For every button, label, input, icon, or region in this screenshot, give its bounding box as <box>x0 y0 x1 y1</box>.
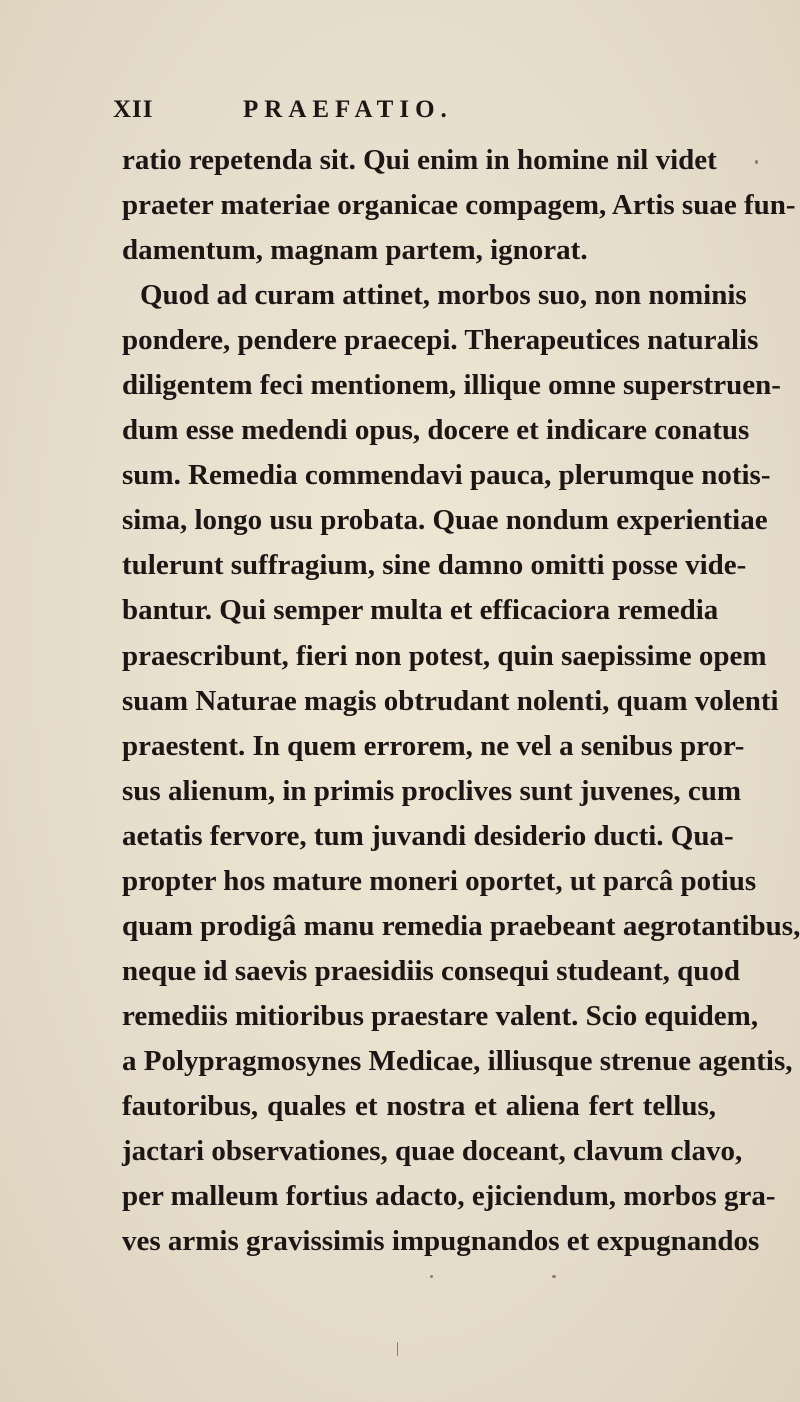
text-line: quam prodigâ manu remedia praebeant aegrotantibus, <box>122 909 800 942</box>
text-line: propter hos mature moneri oportet, ut parcâ potius <box>122 864 757 897</box>
text-line: ratio repetenda sit. Qui enim in homine nil videt <box>122 144 717 176</box>
text-line: sus alienum, in primis proclives sunt juvenes, cum <box>122 774 742 807</box>
paper-speck <box>755 160 758 164</box>
text-line: sima, longo usu probata. Quae nondum experientiae <box>122 504 768 537</box>
running-head: PRAEFATIO. <box>243 96 453 123</box>
body-text <box>122 138 800 1264</box>
text-line: tulerunt suffragium, sine damno omitti posse vide- <box>122 549 747 582</box>
text-line: suam Naturae magis obtrudant nolenti, quam volenti <box>122 684 779 717</box>
text-line: diligentem feci mentionem, illique omne superstruen- <box>122 369 781 402</box>
page-number: XII <box>113 96 154 123</box>
text-line: ves armis gravissimis impugnandos et expugnandos <box>122 1225 760 1258</box>
text-line: dum esse medendi opus, docere et indicare conatus <box>122 414 750 447</box>
text-line: praescribunt, fieri non potest, quin saepissime opem <box>122 639 767 672</box>
text-line: Quod ad curam attinet, morbos suo, non nominis <box>140 279 747 312</box>
text-line: praestent. In quem errorem, ne vel a senibus pror- <box>122 729 745 762</box>
text-line: a Polypragmosynes Medicae, illiusque strenue agentis, <box>122 1044 793 1077</box>
text-line: fautoribus, quales et nostra et aliena fert tellus, <box>122 1089 716 1122</box>
paper-speck <box>430 1275 433 1278</box>
text-line: damentum, magnam partem, ignorat. <box>122 234 588 267</box>
text-line: praeter materiae organicae compagem, Artis suae fun- <box>122 189 796 222</box>
paper-speck <box>397 1342 398 1356</box>
text-line: remediis mitioribus praestare valent. Scio equidem, <box>122 999 759 1032</box>
paper-speck <box>552 1275 556 1278</box>
text-line: sum. Remedia commendavi pauca, plerumque notis- <box>122 459 771 492</box>
text-line: per malleum fortius adacto, ejiciendum, morbos gra- <box>122 1180 776 1213</box>
page-header <box>113 96 713 136</box>
text-line: jactari observationes, quae doceant, clavum clavo, <box>122 1135 743 1168</box>
text-line: pondere, pendere praecepi. Therapeutices naturalis <box>122 324 759 357</box>
text-line: bantur. Qui semper multa et efficaciora remedia <box>122 594 719 627</box>
text-line: aetatis fervore, tum juvandi desiderio ducti. Qua- <box>122 819 734 852</box>
text-line: neque id saevis praesidiis consequi studeant, quod <box>122 954 741 987</box>
